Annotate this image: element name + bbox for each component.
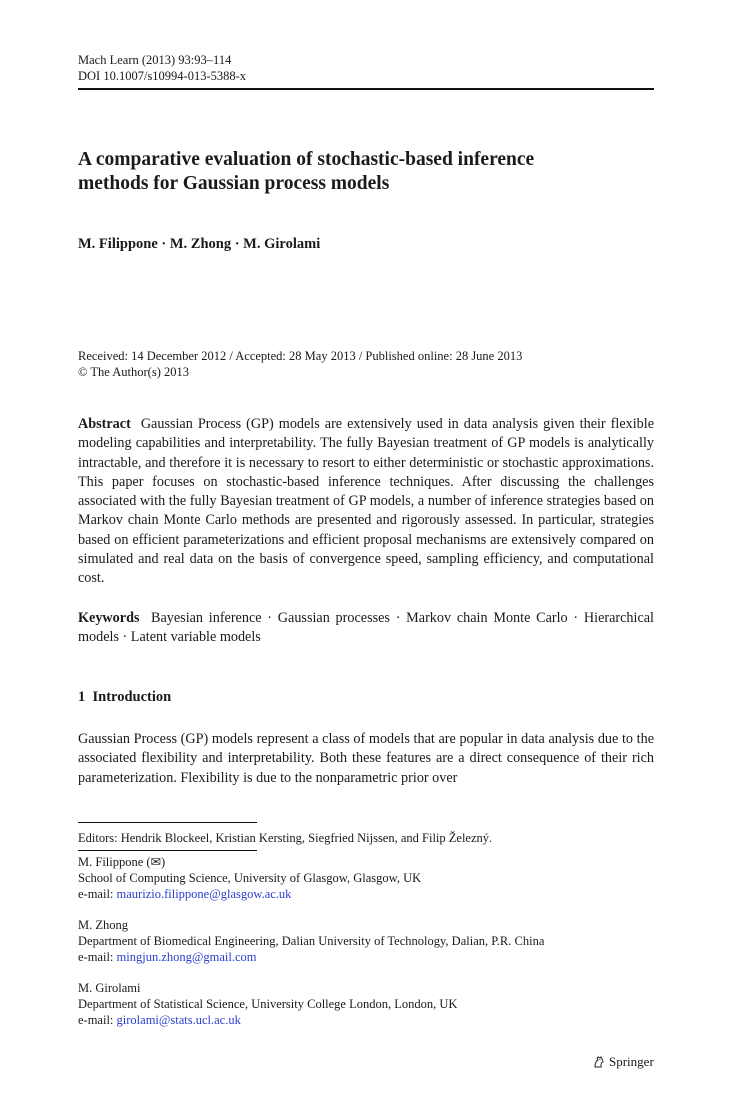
affiliation-zhong: [78, 917, 544, 965]
keywords-label: Keywords: [78, 610, 140, 626]
email-label: e-mail:: [78, 887, 117, 901]
publisher-logo: [592, 1054, 654, 1070]
abstract-label: Abstract: [78, 416, 131, 432]
section-title: Introduction: [92, 689, 172, 705]
doi: DOI 10.1007/s10994-013-5388-x: [78, 69, 247, 83]
intro-paragraph: Gaussian Process (GP) models represent a class of models that are popular in data analysis due to the associated flexibility and interpretability. Both these features are a direct consequence of their rich parameterization. Flexibility is due to the nonparametric prior over: [78, 731, 654, 786]
affiliation-girolami: [78, 980, 457, 1028]
affiliation-email-line: [78, 886, 421, 902]
email-label: e-mail:: [78, 1013, 117, 1027]
journal-citation: Mach Learn (2013) 93:93–114: [78, 53, 232, 67]
affiliation-rule: [78, 850, 257, 851]
email-link[interactable]: mingjun.zhong@gmail.com: [116, 950, 257, 964]
keywords: [78, 609, 654, 648]
springer-horse-icon: [592, 1055, 606, 1069]
copyright: © The Author(s) 2013: [78, 365, 189, 379]
title-line-1: A comparative evaluation of stochastic-based inference: [78, 149, 535, 170]
header-rule: [78, 88, 654, 90]
footnote-rule: [78, 822, 257, 823]
affiliation-name: M. Filippone (✉): [78, 855, 166, 869]
affiliation-dept: School of Computing Science, University of Glasgow, Glasgow, UK: [78, 871, 422, 885]
email-label: e-mail:: [78, 950, 117, 964]
affiliation-name: M. Girolami: [78, 981, 141, 995]
abstract: [78, 415, 654, 589]
author-list: M. Filippone · M. Zhong · M. Girolami: [78, 236, 321, 252]
paper-title: [78, 148, 658, 196]
publisher-name: Springer: [609, 1054, 654, 1069]
affiliation-dept: Department of Biomedical Engineering, Dalian University of Technology, Dalian, P.R. China: [78, 934, 545, 948]
affiliation-dept: Department of Statistical Science, University College London, London, UK: [78, 997, 458, 1011]
title-line-2: methods for Gaussian process models: [78, 173, 390, 194]
publication-dates: Received: 14 December 2012 / Accepted: 28 May 2013 / Published online: 28 June 2013: [78, 349, 523, 363]
editors-note: Editors: Hendrik Blockeel, Kristian Kersting, Siegfried Nijssen, and Filip Železný.: [78, 831, 493, 845]
affiliation-email-line: [78, 949, 544, 965]
affiliation-filippone: [78, 854, 421, 902]
affiliation-name: M. Zhong: [78, 918, 128, 932]
keywords-text: Bayesian inference · Gaussian processes · Markov chain Monte Carlo · Hierarchical models · Latent variable models: [78, 610, 654, 646]
email-link[interactable]: girolami@stats.ucl.ac.uk: [116, 1013, 241, 1027]
affiliation-email-line: [78, 1012, 457, 1028]
email-link[interactable]: maurizio.filippone@glasgow.ac.uk: [116, 887, 292, 901]
section-number: 1: [78, 689, 86, 705]
section-heading: [78, 689, 171, 706]
abstract-text: Gaussian Process (GP) models are extensively used in data analysis given their flexible modeling capabilities and interpretability. The fully Bayesian treatment of GP models is analytically intractable, and therefore it is necessary to resort to either deterministic or stochastic approximations. This paper focuses on stochastic-based inference techniques. After discussing the challenges associated with the fully Bayesian treatment of GP models, a number of inference strategies based on Markov chain Monte Carlo methods are presented and rigorously assessed. In particular, strategies based on efficient parameterizations and efficient proposal mechanisms are extensively compared on simulated and real data on the basis of convergence speed, sampling efficiency, and computational cost.: [78, 416, 654, 587]
